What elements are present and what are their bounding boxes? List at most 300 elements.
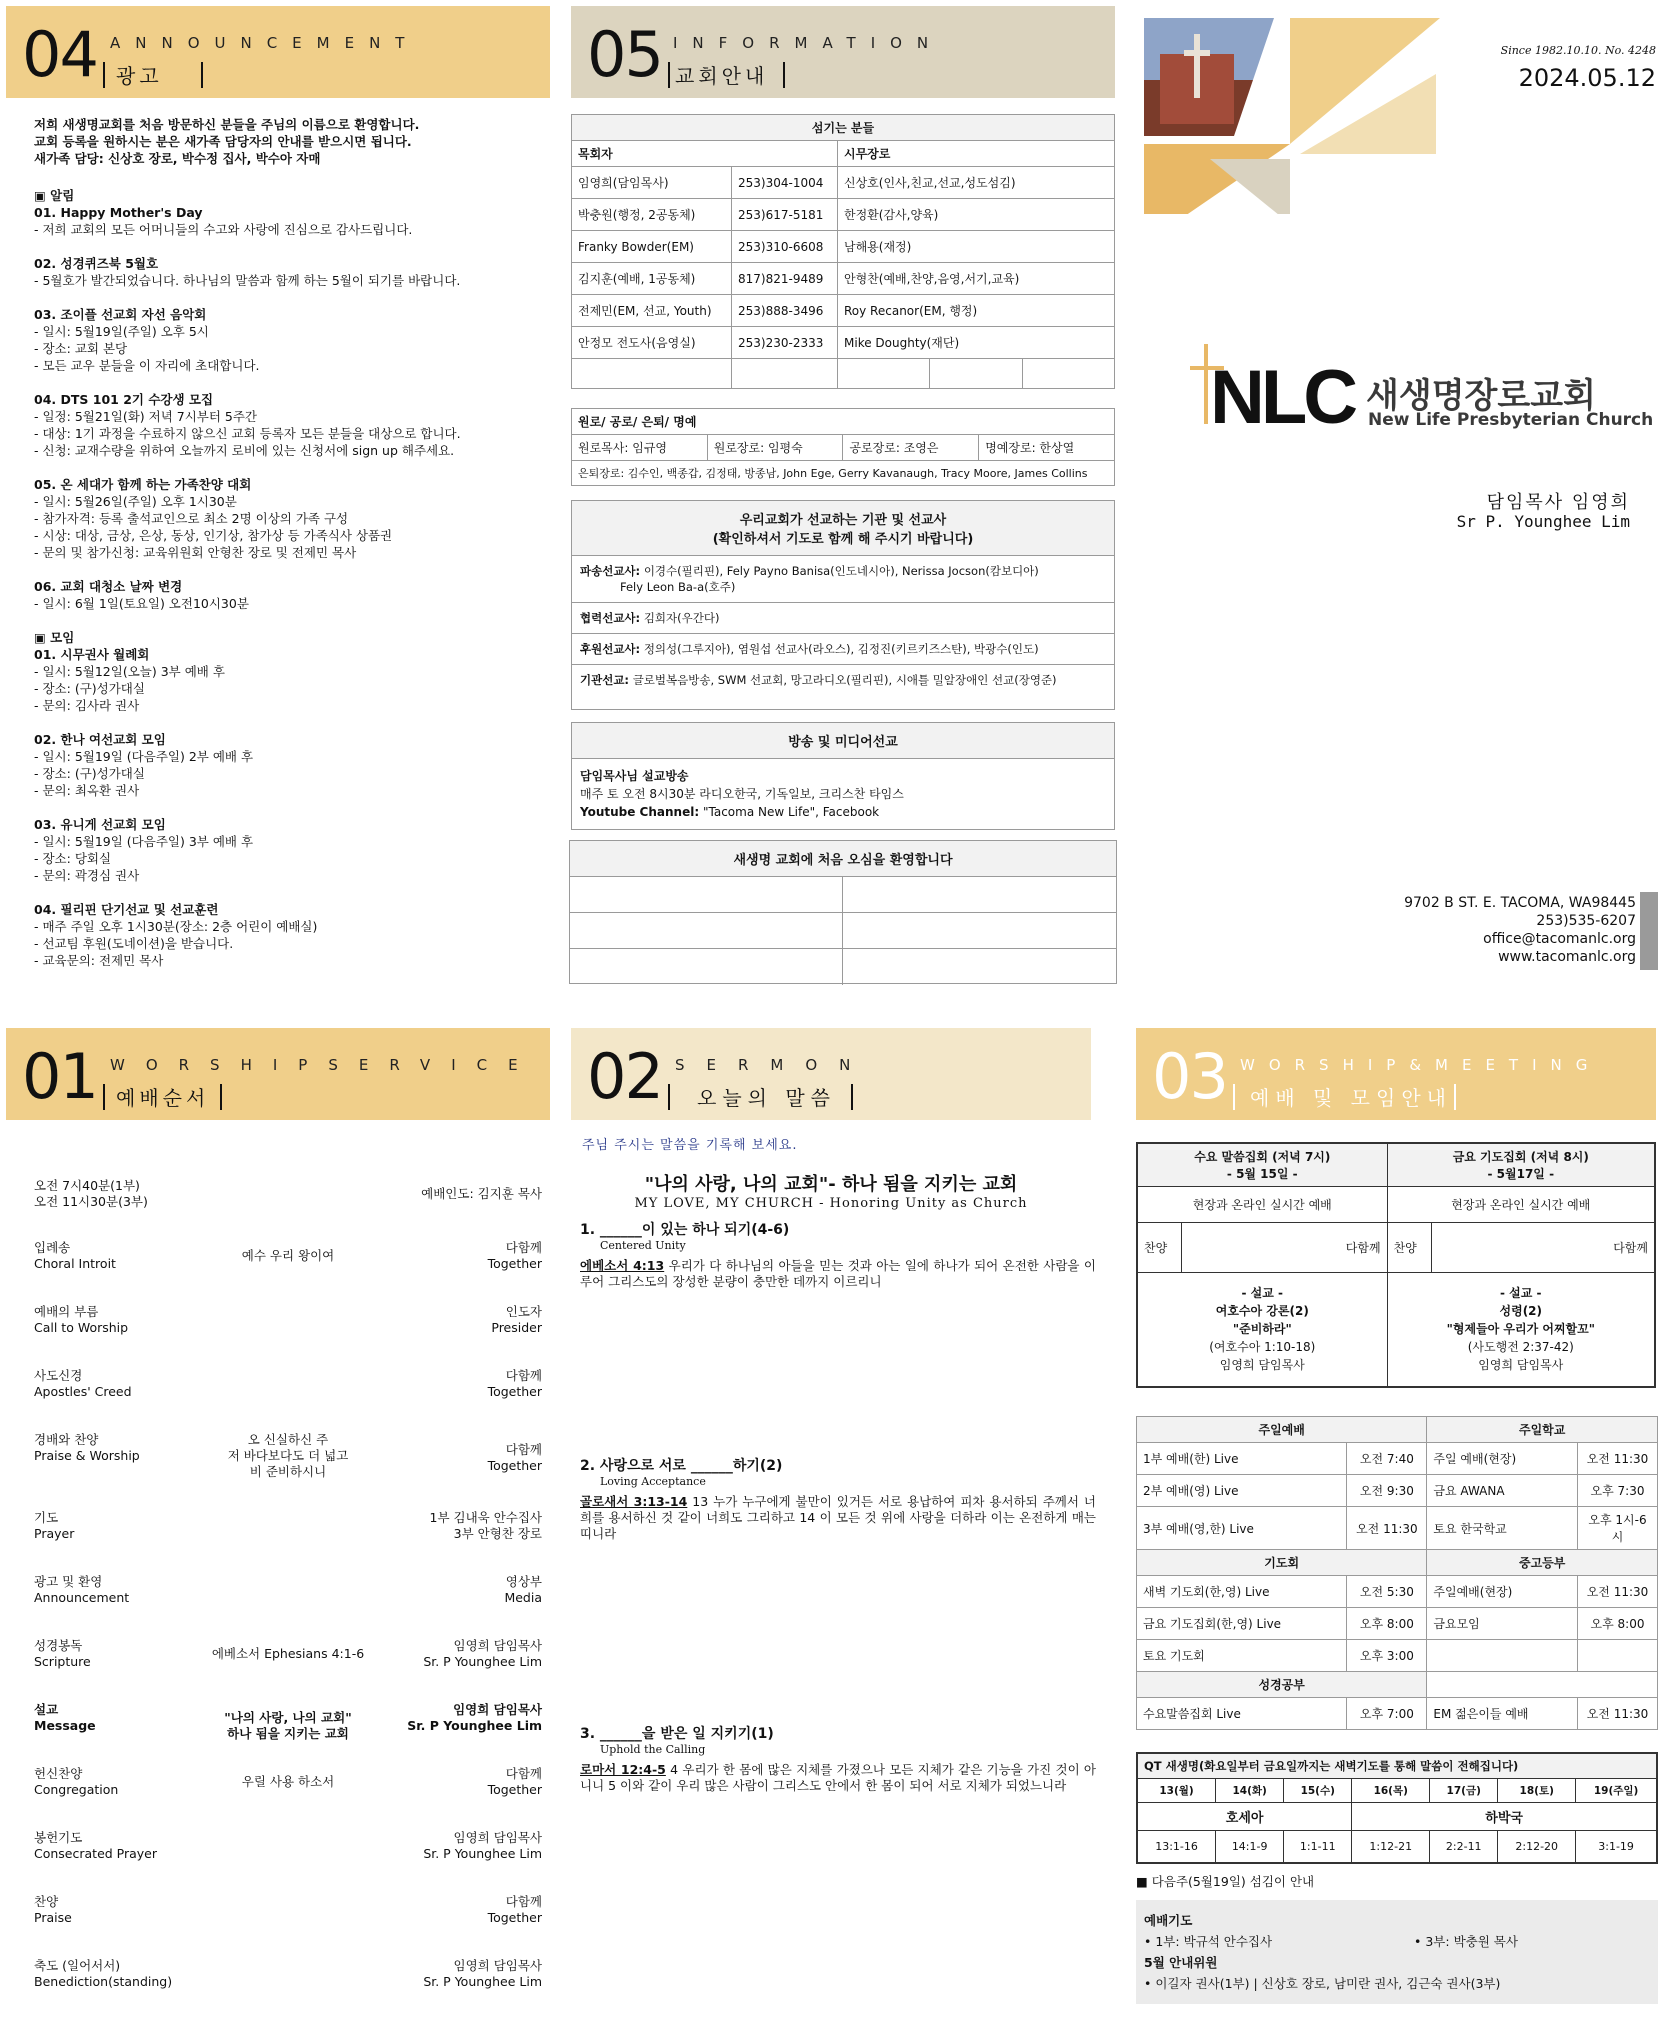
notice-title: 04. DTS 101 2기 수강생 모집 [34, 392, 214, 407]
notice-title: 06. 교회 대청소 날짜 변경 [34, 579, 183, 594]
notice-item [34, 255, 544, 289]
staff-phone: 253)310-6608 [732, 231, 838, 263]
person-en: Presider [491, 1320, 542, 1335]
notice-line: - 일시: 5월19일(주일) 오후 5시 [34, 324, 209, 339]
worship-item [34, 1638, 542, 1670]
schedule-row [1137, 1698, 1658, 1730]
elder-name: 안형찬(예배,찬양,음영,서기,교육) [838, 263, 1115, 295]
divider [220, 1084, 222, 1110]
wed-sermon-line: "준비하라" [1232, 1322, 1292, 1337]
meet-line: - 일시: 5월19일 (다음주일) 3부 예배 후 [34, 834, 254, 849]
wed-sermon-line: (여호수아 1:10-18) [1209, 1340, 1316, 1355]
section-04-header [6, 6, 550, 98]
section-number: 05 [587, 18, 662, 91]
media-line [580, 803, 1106, 821]
worship-item-label [34, 1894, 204, 1926]
mission-key: 후원선교사: [580, 642, 641, 656]
section-title-en: WORSHIP&MEETING [1240, 1056, 1602, 1074]
qt-day: 17(금) [1430, 1779, 1498, 1803]
notice-line: - 일시: 5월26일(주일) 오후 1시30분 [34, 494, 237, 509]
worship-item-label [34, 1638, 204, 1670]
guide-row [1144, 1973, 1650, 1994]
elder-name: 남해용(재정) [838, 231, 1115, 263]
worship-item-content [204, 1766, 372, 1790]
fri-sermon-line: 성령(2) [1499, 1304, 1543, 1319]
person-en: Together [487, 1256, 542, 1271]
website-link[interactable]: www.tacomanlc.org [1498, 949, 1636, 965]
qt-ref: 13:1-16 [1137, 1831, 1216, 1863]
meet-line: - 선교팀 후원(도네이션)을 받습니다. [34, 936, 234, 951]
prayer-title: 예배기도 [1144, 1913, 1193, 1928]
person-en: Sr. P Younghee Lim [423, 1654, 542, 1669]
notice-line: - 모든 교우 분들을 이 자리에 초대합니다. [34, 358, 260, 373]
worship-item-ko: 찬양 [34, 1894, 59, 1909]
meet-line: - 문의: 최옥환 권사 [34, 783, 140, 798]
church-name-en: New Life Presbyterian Church [1368, 410, 1654, 430]
qt-title: QT 새생명(화요일부터 금요일까지는 새벽기도를 통해 말씀이 전해집니다) [1137, 1753, 1657, 1779]
notice-line: - 시상: 대상, 금상, 은상, 동상, 인기상, 참가상 등 가족식사 상품권 [34, 528, 393, 543]
mission-key: 파송선교사: [580, 564, 641, 578]
notice-line: - 문의 및 참가신청: 교육위원회 안형찬 장로 및 전제민 목사 [34, 545, 357, 560]
person-ko: 1부 김내욱 안수집사 [429, 1510, 542, 1525]
staff-row [572, 295, 1115, 327]
schedule-event: EM 젊은이들 예배 [1427, 1698, 1578, 1730]
welcome-box [569, 840, 1117, 984]
staff-name: Franky Bowder(EM) [572, 231, 732, 263]
schedule-event: 새벽 기도회(한,영) Live [1137, 1576, 1347, 1608]
mission-value: 김희자(우간다) [643, 611, 720, 625]
worship-content-line: 에베소서 Ephesians 4:1-6 [211, 1646, 365, 1661]
worship-item-ko: 헌신찬양 [34, 1766, 83, 1781]
worship-item-person [372, 1894, 542, 1926]
staff-name: 임영희(담임목사) [572, 167, 732, 199]
time-1: 오전 7시40분(1부) [34, 1178, 140, 1193]
schedule-time: 오후 8:00 [1578, 1608, 1658, 1640]
section-title-ko: 광고 [116, 64, 163, 88]
schedule-event: 2부 예배(영) Live [1137, 1475, 1347, 1507]
divider [783, 62, 785, 88]
schedule-row [1137, 1507, 1658, 1550]
contact-block [1340, 894, 1636, 966]
notice-item [34, 476, 544, 561]
serve-table [571, 114, 1115, 389]
schedule-event: 주일예배(현장) [1427, 1576, 1578, 1608]
schedule-event: 주일 예배(현장) [1427, 1443, 1578, 1475]
meet-line: - 장소: (구)성가대실 [34, 681, 145, 696]
staff-row [572, 327, 1115, 359]
qt-day: 15(수) [1284, 1779, 1352, 1803]
fri-sermon-line: 임영희 담임목사 [1478, 1358, 1564, 1373]
person-ko: 인도자 [505, 1304, 542, 1319]
wed-head [1137, 1143, 1387, 1187]
blank-cell [570, 877, 843, 913]
worship-item-label [34, 1830, 204, 1862]
guide-text: 이길자 권사(1부) | 신상호 장로, 남미란 권사, 김근숙 권사(3부) [1155, 1976, 1501, 1991]
prayer-1-text: 1부: 박규석 안수집사 [1155, 1934, 1273, 1949]
point-body [580, 1258, 1096, 1290]
worship-item-en: Prayer [34, 1526, 75, 1541]
schedule-event: 금요 기도집회(한,영) Live [1137, 1608, 1347, 1640]
church-logo [1196, 346, 1656, 456]
qt-day: 13(월) [1137, 1779, 1216, 1803]
section-title-ko: 예배순서 [116, 1086, 210, 1110]
blank-cell [843, 877, 1116, 913]
qt-days-row [1137, 1779, 1657, 1803]
worship-item-content [204, 1894, 372, 1902]
issue-date: 2024.05.12 [1518, 64, 1656, 92]
point-body [580, 1762, 1096, 1794]
schedule-time [1578, 1640, 1658, 1672]
elder-name: Mike Doughty(재단) [838, 327, 1115, 359]
bullet-icon: • [1144, 1976, 1156, 1991]
bible-head: 성경공부 [1137, 1672, 1427, 1698]
person-ko: 영상부 [505, 1574, 542, 1589]
worship-item-ko: 축도 (일어서서) [34, 1958, 121, 1973]
meet-line: - 장소: (구)성가대실 [34, 766, 145, 781]
worship-item-en: Praise [34, 1910, 72, 1925]
section-title-en: WORSHIPSERVICE [110, 1056, 539, 1074]
point-verse: 13 누가 누구에게 불만이 있거든 서로 용납하여 피차 용서하되 주께서 너희를 용서하신 것 같이 너희도 그리하고 14 이 모든 것 위에 사랑을 더하라 이는 온전하게 매는 띠니라 [580, 1494, 1096, 1541]
section-number: 03 [1152, 1040, 1227, 1113]
worship-item-ko: 기도 [34, 1510, 59, 1525]
mission-row [572, 664, 1114, 695]
worship-item [34, 1510, 542, 1542]
prayer-row [1144, 1931, 1650, 1952]
meet-line: - 일시: 5월12일(오늘) 3부 예배 후 [34, 664, 225, 679]
honor-table-wrap [571, 408, 1115, 486]
section-03-header [1136, 1028, 1656, 1120]
prayer-1 [1144, 1931, 1414, 1952]
worship-item-ko: 입례송 [34, 1240, 71, 1255]
section-number: 04 [22, 18, 97, 91]
schedule-time: 오후 3:00 [1347, 1640, 1427, 1672]
mission-box [571, 500, 1115, 710]
person-en: Together [487, 1910, 542, 1925]
worship-item [34, 1766, 542, 1798]
schedule-time: 오전 11:30 [1578, 1698, 1658, 1730]
schedule-time: 오전 11:30 [1578, 1443, 1658, 1475]
sermon-point [580, 1458, 1096, 1542]
person-en: 3부 안형찬 장로 [453, 1526, 542, 1541]
qt-table [1136, 1752, 1658, 1864]
worship-item-person [372, 1510, 542, 1542]
mission-list [572, 556, 1114, 695]
schedule-time: 오전 11:30 [1578, 1576, 1658, 1608]
worship-item-ko: 광고 및 환영 [34, 1574, 103, 1589]
email-link[interactable]: office@tacomanlc.org [1483, 931, 1636, 947]
schedule-event: 1부 예배(한) Live [1137, 1443, 1347, 1475]
schedule-wrap [1136, 1416, 1658, 1730]
worship-item [34, 1304, 542, 1336]
person-ko: 임영희 담임목사 [453, 1830, 542, 1845]
worship-item-en: Praise & Worship [34, 1448, 140, 1463]
section-title-ko: 오늘의 말씀 [697, 1086, 836, 1110]
worship-item-en: Scripture [34, 1654, 91, 1669]
staff-row [572, 167, 1115, 199]
mission-key: 협력선교사: [580, 611, 641, 625]
cross-icon-bar [1184, 50, 1210, 56]
schedule-head-row [1137, 1672, 1658, 1698]
worship-item-person [372, 1574, 542, 1606]
worship-item-en: Congregation [34, 1782, 119, 1797]
honor-cell: 원로목사: 임규영 [572, 435, 708, 461]
worship-item-en: Consecrated Prayer [34, 1846, 158, 1861]
meet-item [34, 816, 544, 884]
schedule-event: 수요말씀집회 Live [1137, 1698, 1347, 1730]
serve-title: 섬기는 분들 [572, 115, 1115, 141]
notice-line: - 저희 교회의 모든 어머니들의 수고와 사랑에 진심으로 감사드립니다. [34, 222, 413, 237]
qt-book: 하박국 [1352, 1803, 1657, 1831]
pastor-en: Sr P. Younghee Lim [1456, 512, 1630, 531]
worship-item-label [34, 1510, 204, 1542]
qt-ref: 14:1-9 [1216, 1831, 1284, 1863]
worship-content-line: 예수 우리 왕이여 [241, 1248, 335, 1263]
worship-item [34, 1894, 542, 1926]
notice-title: 05. 온 세대가 함께 하는 가족찬양 대회 [34, 477, 252, 492]
point-reference: 로마서 12:4-5 [580, 1762, 666, 1777]
honor-cell: 명예장로: 한상열 [979, 435, 1115, 461]
worship-item-content [204, 1240, 372, 1264]
worship-item [34, 1432, 542, 1480]
section-title-ko: 예배 및 모임안내 [1250, 1086, 1452, 1110]
guide-title: 5월 안내위원 [1144, 1955, 1218, 1970]
side-bar [1640, 892, 1658, 970]
schedule-time: 오전 11:30 [1347, 1507, 1427, 1550]
worship-item-person [372, 1432, 542, 1474]
schedule-time: 오후 7:00 [1347, 1698, 1427, 1730]
meet-heading: ▣ 모임 [34, 630, 75, 645]
worship-item-ko: 사도신경 [34, 1368, 83, 1383]
worship-item [34, 1240, 542, 1272]
bullet-icon: • [1414, 1934, 1426, 1949]
col-elder: 시무장로 [838, 141, 1115, 167]
blank-cell [570, 949, 843, 985]
blank-cell [930, 359, 1022, 389]
section-title-en: SERMON [675, 1056, 873, 1074]
elder-name: 한정환(감사,양육) [838, 199, 1115, 231]
honor-table [571, 408, 1115, 486]
worship-item [34, 1702, 542, 1742]
worship-item-label [34, 1432, 204, 1464]
blank-cell [1022, 359, 1114, 389]
worship-item-en: Benediction(standing) [34, 1974, 173, 1989]
schedule-row [1137, 1475, 1658, 1507]
worship-item-person [372, 1702, 542, 1734]
prayer-head: 기도회 [1137, 1550, 1427, 1576]
mission-title [572, 501, 1114, 556]
worship-item-person [372, 1240, 542, 1272]
since-line: Since 1982.10.10. No. 4248 [1500, 44, 1656, 57]
worship-content-line: 비 준비하시니 [249, 1464, 327, 1479]
meet-line: - 문의: 김사라 권사 [34, 698, 140, 713]
wed-online: 현장과 온라인 실시간 예배 [1137, 1187, 1387, 1223]
blank-cell [572, 359, 732, 389]
divider [1454, 1084, 1456, 1110]
worship-item-content [204, 1304, 372, 1312]
point-verse: 4 우리가 한 몸에 많은 지체를 가졌으나 모든 지체가 같은 기능을 가진 것이 아니니 5 이와 같이 우리 많은 사람이 그리스도 안에서 한 몸이 되어 서로 지체가 되었느니라 [580, 1762, 1096, 1793]
qt-ref: 3:1-19 [1576, 1831, 1657, 1863]
schedule-event: 토요 한국학교 [1427, 1507, 1578, 1550]
worship-item [34, 1958, 542, 1990]
worship-item [34, 1830, 542, 1862]
schedule-event: 토요 기도회 [1137, 1640, 1347, 1672]
worship-item-content [204, 1574, 372, 1582]
mission-row [572, 633, 1114, 664]
staff-name: 김지훈(예배, 1공동체) [572, 263, 732, 295]
qt-book: 호세아 [1137, 1803, 1352, 1831]
sermon-prompt: 주님 주시는 말씀을 기록해 보세요. [582, 1138, 798, 1153]
fri-date: - 5월17일 - [1487, 1167, 1555, 1181]
schedule-head-row [1137, 1550, 1658, 1576]
wed-praise-label: 찬양 [1137, 1223, 1181, 1273]
staff-name: 전제민(EM, 선교, Youth) [572, 295, 732, 327]
section-number: 01 [22, 1040, 97, 1113]
worship-item-label [34, 1766, 204, 1798]
notice-title: 03. 조이플 선교회 자선 음악회 [34, 307, 207, 322]
sermon-title-block [571, 1170, 1091, 1211]
worship-item-ko: 설교 [34, 1702, 59, 1717]
sermon-point [580, 1726, 1096, 1794]
address: 9702 B ST. E. TACOMA, WA98445 [1404, 895, 1636, 911]
staff-phone: 253)617-5181 [732, 199, 838, 231]
fri-title: 금요 기도집회 (저녁 8시) [1452, 1150, 1589, 1164]
worship-item-label [34, 1304, 204, 1336]
prayer-3-text: 3부: 박충원 목사 [1425, 1934, 1518, 1949]
section-title-ko: 교회안내 [675, 64, 769, 88]
mission-title-1: 우리교회가 선교하는 기관 및 선교사 [739, 513, 947, 528]
notice-line: - 신청: 교재수량을 위하여 오늘까지 로비에 있는 신청서에 sign up 해주세요. [34, 443, 455, 458]
welcome-title: 새생명 교회에 처음 오심을 환영합니다 [570, 841, 1116, 877]
worship-item-label [34, 1574, 204, 1606]
section-02-header [571, 1028, 1091, 1120]
person-ko: 임영희 담임목사 [453, 1702, 542, 1717]
worship-item-label [34, 1240, 204, 1272]
worship-item-person [372, 1368, 542, 1400]
phone: 253)535-6207 [1536, 913, 1636, 929]
times [34, 1178, 148, 1210]
notice-title: 01. Happy Mother's Day [34, 205, 203, 220]
staff-phone: 253)230-2333 [732, 327, 838, 359]
fri-praise-label: 찬양 [1387, 1223, 1431, 1273]
mission-title-2: (확인하셔서 기도로 함께 해 주시기 바랍니다) [712, 532, 974, 547]
notice-line: - 일시: 6월 1일(토요일) 오전10시30분 [34, 596, 249, 611]
retired-elders: 은퇴장로: 김수인, 백종갑, 김정태, 방종남, John Ege, Gerry Kavanaugh, Tracy Moore, James Collins [572, 461, 1115, 486]
worship-content-line: 하나 됨을 지키는 교회 [227, 1726, 349, 1741]
worship-item [34, 1368, 542, 1400]
section-05-header [571, 6, 1115, 98]
worship-item [34, 1574, 542, 1606]
fri-sermon-line: (사도행전 2:37-42) [1467, 1340, 1574, 1355]
staff-row [572, 263, 1115, 295]
notice-item [34, 578, 544, 612]
worship-item-label [34, 1368, 204, 1400]
worship-item-en: Choral Introit [34, 1256, 116, 1271]
worship-times-row [34, 1178, 542, 1210]
staff-row [572, 199, 1115, 231]
person-ko: 다함께 [505, 1442, 542, 1457]
qt-ref: 2:12-20 [1498, 1831, 1576, 1863]
worship-item-person [372, 1304, 542, 1336]
person-ko: 다함께 [505, 1368, 542, 1383]
point-heading: 1. ______이 있는 하나 되기(4-6) [580, 1222, 790, 1238]
divider [103, 1084, 105, 1110]
worship-item-content [204, 1432, 372, 1480]
qt-day: 16(목) [1352, 1779, 1430, 1803]
person-ko: 임영희 담임목사 [453, 1638, 542, 1653]
media-body [572, 759, 1114, 829]
bullet-icon: • [1144, 1934, 1156, 1949]
schedule-time: 오후 1시-6시 [1578, 1507, 1658, 1550]
schedule-time: 오전 5:30 [1347, 1576, 1427, 1608]
meet-item [34, 731, 544, 799]
meet-item [34, 901, 544, 969]
time-3: 오전 11시30분(3부) [34, 1194, 148, 1209]
worship-item-person [372, 1766, 542, 1798]
qt-books-row [1137, 1803, 1657, 1831]
point-heading: 2. 사랑으로 서로 ______하기(2) [580, 1458, 783, 1474]
schedule-time: 오후 7:30 [1578, 1475, 1658, 1507]
media-line: 담임목사님 설교방송 [580, 769, 689, 783]
notice-line: - 일정: 5월21일(화) 저녁 7시부터 5주간 [34, 409, 258, 424]
fri-praise-value: 다함께 [1431, 1223, 1655, 1273]
point-english: Uphold the Calling [600, 1743, 706, 1756]
person-ko: 다함께 [505, 1894, 542, 1909]
intro-line: 저희 새생명교회를 처음 방문하신 분들을 주님의 이름으로 환영합니다. [34, 117, 420, 132]
point-body [580, 1494, 1096, 1542]
mission-row [572, 556, 1114, 602]
intro-line: 새가족 담당: 신상호 장로, 박수정 집사, 박수아 자매 [34, 151, 321, 166]
person-en: Media [504, 1590, 542, 1605]
qt-ref: 1:1-11 [1284, 1831, 1352, 1863]
meet-title: 03. 유니게 선교회 모임 [34, 817, 166, 832]
staff-row [572, 231, 1115, 263]
notice-line: - 참가자격: 등록 출석교인으로 최소 2명 이상의 가족 구성 [34, 511, 349, 526]
mission-row [572, 602, 1114, 633]
blank-cell [843, 913, 1116, 949]
honor-title: 원로/ 공로/ 은퇴/ 명예 [572, 409, 1115, 435]
mission-value: 이경수(필리핀), Fely Payno Banisa(인도네시아), Nerissa Jocson(캄보디아) [643, 564, 1039, 578]
schedule-row [1137, 1443, 1658, 1475]
person-en: Together [487, 1458, 542, 1473]
wed-date: - 5월 15일 - [1226, 1167, 1298, 1181]
schedule-event: 금요 AWANA [1427, 1475, 1578, 1507]
servers-box [1136, 1900, 1658, 2004]
sermon-point [580, 1222, 1096, 1290]
worship-item-label [34, 1958, 204, 1990]
meet-line: - 장소: 당회실 [34, 851, 112, 866]
sermon-subtitle: MY LOVE, MY CHURCH - Honoring Unity as Church [634, 1196, 1028, 1211]
staff-name: 안정모 전도사(음영실) [572, 327, 732, 359]
schedule-time: 오후 8:00 [1347, 1608, 1427, 1640]
fri-head [1387, 1143, 1655, 1187]
cross-icon [1194, 34, 1200, 98]
person-ko: 임영희 담임목사 [453, 1958, 542, 1973]
section-title-en: INFORMATION [673, 34, 944, 52]
schedule-event [1427, 1640, 1578, 1672]
worship-item-en: Apostles' Creed [34, 1384, 132, 1399]
worship-content-line: 저 바다보다도 더 넓고 [227, 1448, 349, 1463]
meet-title: 01. 시무권사 월례회 [34, 647, 150, 662]
mission-key: 기관선교: [580, 673, 630, 687]
qt-refs-row [1137, 1831, 1657, 1863]
schedule-row [1137, 1576, 1658, 1608]
worship-content-line: 오 신실하신 주 [247, 1432, 329, 1447]
blank-cell [843, 949, 1116, 985]
schedule-event: 금요모임 [1427, 1608, 1578, 1640]
worship-item-person [372, 1958, 542, 1990]
person-en: Together [487, 1384, 542, 1399]
worship-content-line: "나의 사랑, 나의 교회" [224, 1710, 352, 1725]
